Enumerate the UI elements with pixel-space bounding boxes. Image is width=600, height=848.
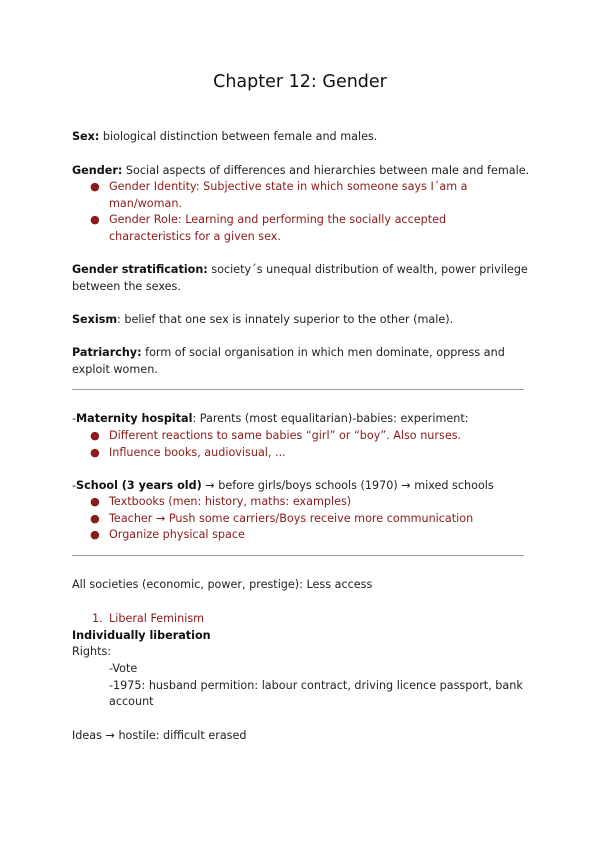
bullet-icon: ● <box>90 495 100 508</box>
school-heading: -School (3 years old) → before girls/boys schools (1970) → mixed schools <box>72 479 494 492</box>
gender-term: Gender: <box>72 164 123 177</box>
rights-item: account <box>109 695 154 708</box>
all-societies-line: All societies (economic, power, prestige): Less access <box>72 578 373 591</box>
maternity-term: Maternity hospital <box>76 412 193 425</box>
patriarchy-term: Patriarchy: <box>72 346 142 359</box>
sexism-definition: Sexism: belief that one sex is innately superior to the other (male). <box>72 313 454 326</box>
rights-item: -Vote <box>109 662 138 675</box>
bullet-icon: ● <box>90 180 100 193</box>
patriarchy-definition: Patriarchy: form of social organisation in which men dominate, oppress and exploit women. <box>72 346 505 376</box>
maternity-item: Influence books, audiovisual, ... <box>109 446 286 459</box>
ideas-line: Ideas → hostile: difficult erased <box>72 729 247 742</box>
maternity-heading: -Maternity hospital: Parents (most equalitarian)-babies: experiment: <box>72 412 469 425</box>
gender-identity-item: Gender Identity: Subjective state in which someone says I´am a man/woman. <box>109 180 468 210</box>
horizontal-divider <box>72 389 524 390</box>
rights-item: -1975: husband permition: labour contract, driving licence passport, bank <box>109 679 523 692</box>
sex-definition <box>72 129 542 146</box>
stratification-term: Gender stratification: <box>72 263 208 276</box>
gender-definition <box>72 163 542 180</box>
sexism-term: Sexism <box>72 313 118 326</box>
stratification-definition: Gender stratification: society´s unequal distribution of wealth, power privilege between the sexes. <box>72 263 528 293</box>
bullet-icon: ● <box>90 213 100 226</box>
bullet-icon: ● <box>90 512 100 525</box>
bullet-icon: ● <box>90 528 100 541</box>
gender-text: Social aspects of differences and hierarchies between male and female. <box>122 164 530 177</box>
school-item: Teacher → Push some carriers/Boys receive more communication <box>109 512 474 525</box>
bullet-icon: ● <box>90 446 100 459</box>
liberal-subheading: Individually liberation <box>72 629 211 642</box>
school-item: Textbooks (men: history, maths: examples) <box>109 495 352 508</box>
liberal-feminism-heading: Liberal Feminism <box>109 612 205 625</box>
maternity-item: Different reactions to same babies “girl” or “boy”. Also nurses. <box>109 429 462 442</box>
page-title: Chapter 12: Gender <box>213 72 387 92</box>
bullet-icon: ● <box>90 429 100 442</box>
list-number: 1. <box>92 612 103 625</box>
rights-label: Rights: <box>72 645 112 658</box>
gender-role-item: Gender Role: Learning and performing the socially accepted characteristics for a given sex. <box>109 213 447 243</box>
sex-term: Sex: <box>72 130 100 143</box>
school-term: School (3 years old) <box>76 479 202 492</box>
sex-text: biological distinction between female and males. <box>99 130 378 143</box>
horizontal-divider <box>72 555 524 556</box>
school-item: Organize physical space <box>109 528 245 541</box>
